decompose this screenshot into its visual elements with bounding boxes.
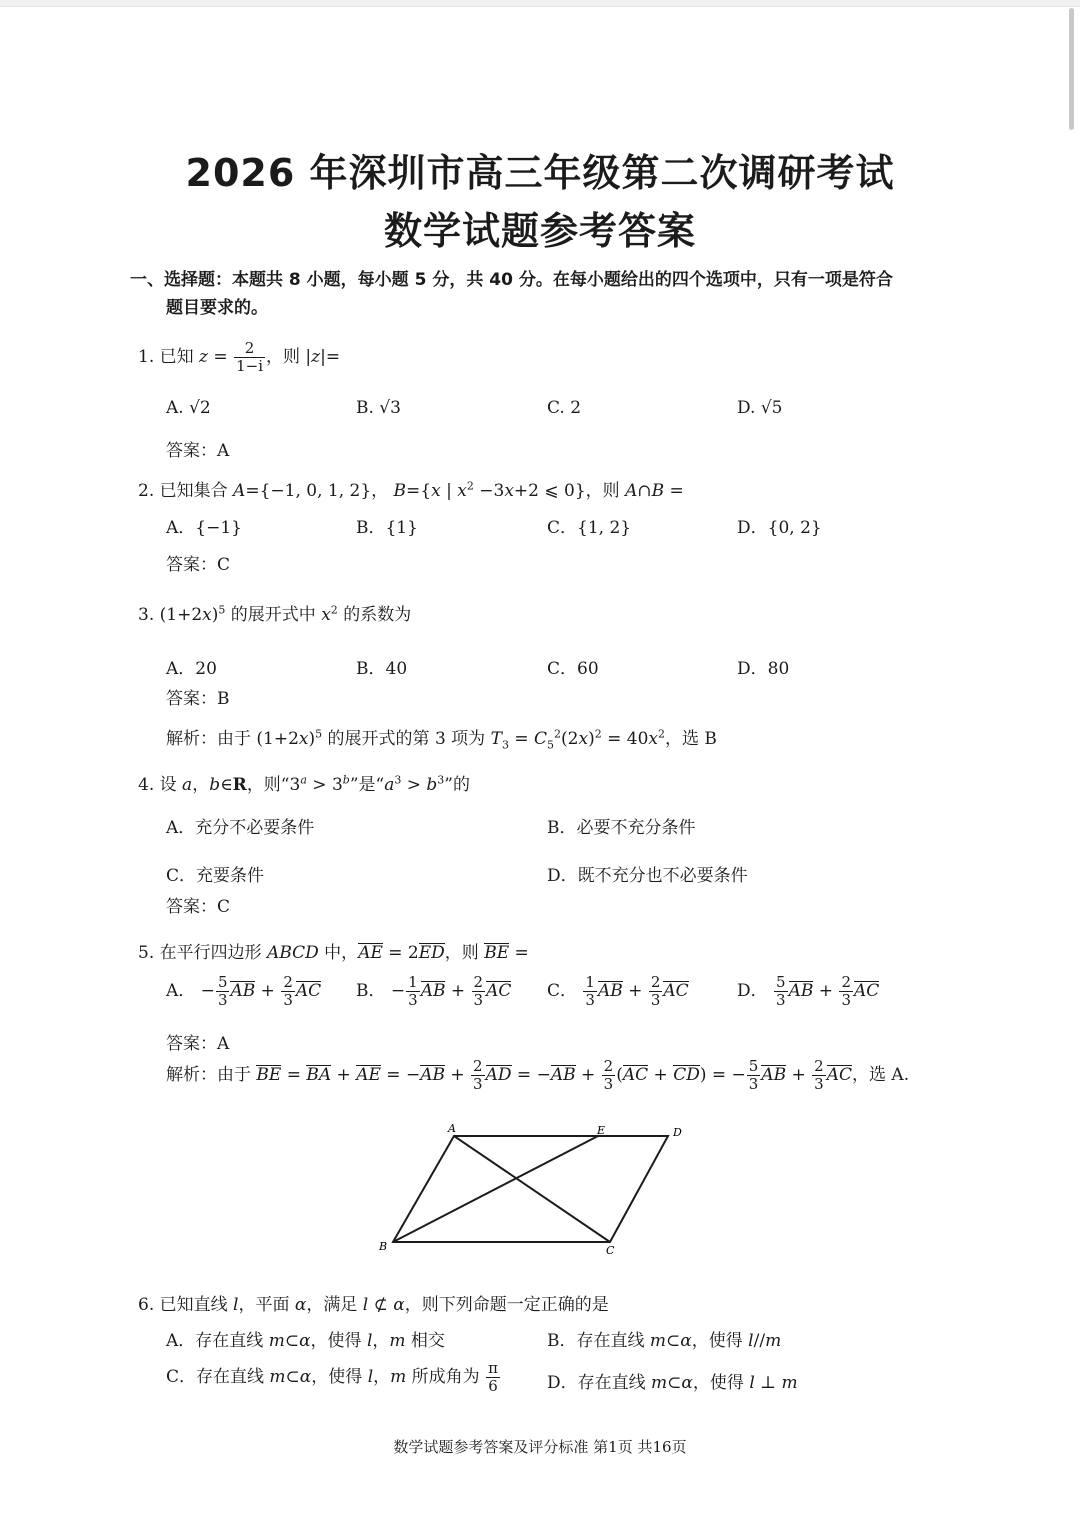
page-footer: 数学试题参考答案及评分标准 第1页 共16页 <box>393 1438 687 1456</box>
question-2: 2. 已知集合 A={−1, 0, 1, 2}， B={x | $x^2 -3x+2$ ⩽ 0}，则 A∩B = <box>138 479 684 501</box>
diagonal-ac <box>454 1136 610 1242</box>
q4-option-d: D．既不充分也不必要条件 <box>547 866 748 886</box>
label-a: A <box>448 1122 456 1135</box>
q1-option-d: D. √5 <box>737 398 783 418</box>
label-e: E <box>597 1124 606 1137</box>
q6-option-b: B．存在直线 m⊂α，使得 l//m <box>547 1331 782 1351</box>
question-1: 1. 已知 z = $\frac{2}{1-i}$ ，则 |z|= <box>138 339 341 375</box>
question-3: 3. $(1+2x)^5$ 的展开式中 $x^2$ 的系数为 <box>138 603 412 625</box>
section-text-1: 本题共 8 小题，每小题 5 分，共 40 分。在每小题给出的四个选项中，只有一项是符合 <box>232 270 893 290</box>
label-b: B <box>379 1240 388 1253</box>
q5-option-c: C． $\frac{1}{3}$ AB + $\frac{2}{3}$ AC <box>547 973 689 1009</box>
q3-option-d: D．80 <box>737 659 790 679</box>
q2-option-d: D．{0, 2} <box>737 518 822 538</box>
label-d: D <box>673 1126 682 1139</box>
question-6: 6. 已知直线 l，平面 α，满足 l ⊄ α，则下列命题一定正确的是 <box>138 1295 609 1315</box>
q5-analysis: 解析：由于 BE = BA + AE = −AB + $\frac{2}{3}$ AD = −AB + $\frac{2}{3}$ (AC + CD) = − $\frac{5}{3}$ AB + $\frac{2}{3}$ AC，选 A. <box>166 1057 910 1093</box>
section-label: 一、选择题： <box>130 270 232 290</box>
q5-answer: 答案：A <box>166 1034 230 1054</box>
q6-option-d: D．存在直线 m⊂α，使得 l ⊥ m <box>547 1373 798 1393</box>
q1-option-c: C. 2 <box>547 398 582 418</box>
section-text-2: 题目要求的。 <box>166 298 268 318</box>
q1-option-b: B. √3 <box>356 398 401 418</box>
scrollbar[interactable] <box>1069 8 1074 130</box>
q6-option-a: A．存在直线 m⊂α，使得 l，m 相交 <box>166 1331 445 1351</box>
q3-answer: 答案：B <box>166 689 230 709</box>
parallelogram-figure <box>370 1120 690 1260</box>
question-5: 5. 在平行四边形 ABCD 中，AE = 2ED，则 BE = <box>138 943 529 963</box>
q3-option-a: A．20 <box>166 659 217 679</box>
q3-option-c: C．60 <box>547 659 599 679</box>
page-title: 2026 年深圳市高三年级第二次调研考试 <box>185 151 895 195</box>
q2-answer: 答案：C <box>166 555 231 575</box>
q4-option-b: B．必要不充分条件 <box>547 818 696 838</box>
q5-option-d: D． $\frac{5}{3}$ AB + $\frac{2}{3}$ AC <box>737 973 880 1009</box>
q1-answer: 答案：A <box>166 441 230 461</box>
q4-option-a: A．充分不必要条件 <box>166 818 315 838</box>
question-number: 1. <box>138 347 155 367</box>
page-subtitle: 数学试题参考答案 <box>383 209 696 253</box>
q4-option-c: C．充要条件 <box>166 866 265 886</box>
question-4: 4. 设 a，b∈R，则“$3^a > 3^b$”是“$a^3 > b^3$”的 <box>138 773 470 795</box>
q2-option-a: A．{−1} <box>166 518 242 538</box>
q6-option-c: C．存在直线 m⊂α，使得 l，m 所成角为 $\frac{\pi}{6}$ <box>166 1359 498 1395</box>
q2-option-b: B．{1} <box>356 518 418 538</box>
q4-answer: 答案：C <box>166 897 231 917</box>
section-heading <box>130 266 960 322</box>
q3-analysis: 解析：由于 $(1+2x)^5$ 的展开式的第 3 项为 $T_3 = C_5^2(2x)^2 = 40x^2$，选 B <box>166 727 717 752</box>
q3-option-b: B．40 <box>356 659 408 679</box>
label-c: C <box>606 1244 615 1257</box>
q5-option-b: B． − $\frac{1}{3}$ AB + $\frac{2}{3}$ AC <box>356 973 512 1009</box>
q1-option-a: A. √2 <box>166 398 211 418</box>
q2-option-c: C．{1, 2} <box>547 518 632 538</box>
q5-option-a: A． − $\frac{5}{3}$ AB + $\frac{2}{3}$ AC <box>166 973 322 1009</box>
top-bar <box>0 0 1080 7</box>
